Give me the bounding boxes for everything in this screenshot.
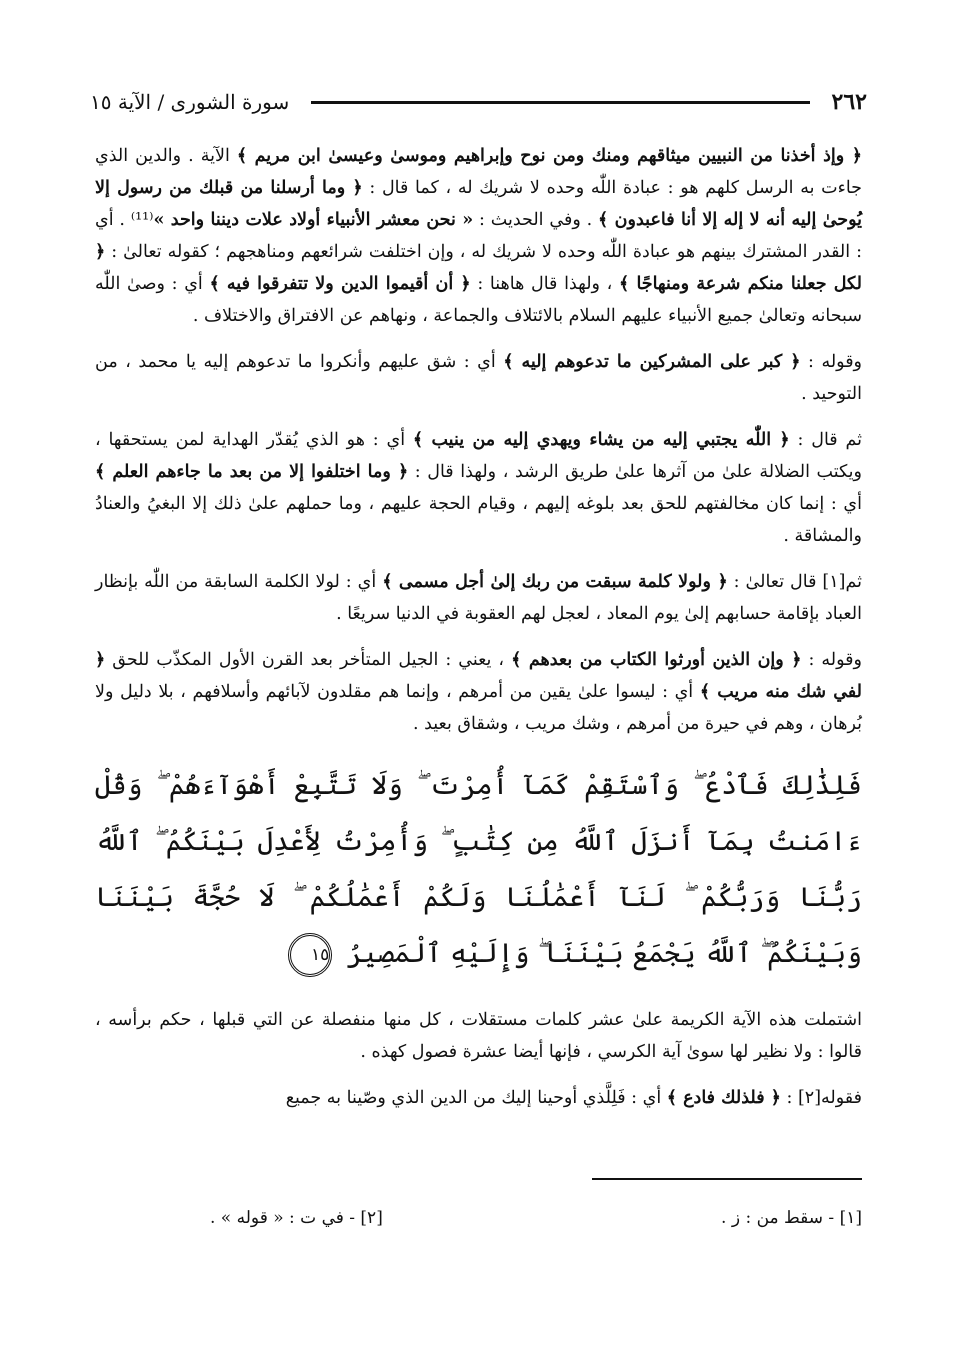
text-run: ، ولهذا قال هاهنا : [470,274,619,294]
paragraph [95,346,862,410]
paragraph [95,1082,862,1114]
footnotes [210,1208,862,1228]
commentary-after-verse [95,1004,862,1114]
text-run: . وفي الحديث : [473,210,599,230]
text-run: الآية . والدين الذي جاءت به الرسل كلهم هو : عبادة اللّٰه وحده لا شريك له ، كما قال : [95,146,863,198]
footnote-2: [٢] - في ت : « قوله » . [210,1208,383,1228]
text-run: أي : وصىٰ اللّٰه سبحانه وتعالىٰ جميع الأنبياء عليهم السلام بالائتلاف والجماعة ، ونهاهم عن الافتراق والاختلاف . [95,274,862,326]
footnote-rule [592,1178,862,1180]
page-body [95,140,862,1128]
paragraph [95,644,862,740]
footnote-1: [١] - سقط من : ز . [721,1208,862,1228]
quran-quote: ﴿ كبر على المشركين ما تدعوهم إليه ﴾ [503,352,801,372]
paragraph [95,566,862,630]
quran-quote: ﴿ وإذ أخذنا من النبيين ميثاقهم ومنك ومن نوح وإبراهيم وموسىٰ وعيسىٰ ابن مريم ﴾ [236,146,862,166]
text-run: أي : فَلِلَّذي أوحينا إليك من الدين الذي وصّينا به جميع [285,1088,667,1108]
paragraph [95,424,862,552]
quran-quote: ﴿ أن أقيموا الدين ولا تتفرقوا فيه ﴾ [209,274,471,294]
text-run: فقوله[٢] : [780,1088,862,1108]
quran-quote: ﴿ وما أرسلنا من قبلك من رسول إلا يُوحىٰ إليه أنه لا إله إلا أنا فاعبدون ﴾ [95,178,863,230]
quran-verse [95,758,862,982]
quran-quote: ﴿ فلذلك فادع ﴾ [666,1088,781,1108]
quran-quote: ﴿ لفي شك منه مريب ﴾ [95,650,862,702]
text-run: ثم[١] قال تعالىٰ : [727,572,863,592]
ayah-number-marker: ١٥ [288,933,332,977]
quran-quote: ﴿ وما اختلفوا إلا من بعد ما جاءهم العلم ﴾ [95,462,409,482]
text-run: أي : هو الذي يُقدّر الهداية لمن يستحقها ، ويكتب الضلالة علىٰ من آثرها علىٰ طريق الرشد ، ولهذا قال : [95,430,862,482]
commentary-before-verse [95,140,862,740]
quran-quote: ﴿ اللّٰه يجتبي إليه من يشاء ويهدي إليه من ينيب ﴾ [412,430,790,450]
quran-quote: « نحن معشر الأنبياء أولاد علات ديننا واحد » [153,210,474,230]
quran-quote: ﴿ ولولا كلمة سبقت من ربك إلىٰ أجل مسمى ﴾ [382,572,728,592]
page-header [90,82,867,122]
surah-title: سورة الشورى / الآية ١٥ [90,90,290,114]
text-run: أي : ليسوا علىٰ يقين من أمرهم ، وإنما هم مقلدون لآبائهم وأسلافهم ، بلا دليل ولا بُرهان ، وهم في حيرة من أمرهم ، وشك مريب ، وشقاق بعيد . [95,682,862,734]
page-number: ٢٦٢ [831,89,867,115]
text-run: أي : شق عليهم وأنكروا ما تدعوهم إليه يا محمد ، من التوحيد . [95,352,862,404]
header-rule [311,101,809,104]
text-run: أي : لولا الكلمة السابقة من اللّٰه بإنظار العباد بإقامة حسابهم إلىٰ يوم المعاد ، لعجل لهم العقوبة في الدنيا سريعًا . [95,572,862,624]
text-run: ⁽¹¹⁾ . أي : القدر المشترك بينهم هو عبادة اللّٰه وحده لا شريك له ، وإن اختلفت شرائعهم ومناهجهم ؛ كقوله تعالىٰ : [95,210,862,262]
text-run: اشتملت هذه الآية الكريمة علىٰ عشر كلمات مستقلات ، كل منها منفصلة عن التي قبلها ، حكم برأسه ، قالوا : ولا نظير لها سوىٰ آية الكرسي ، فإنها أيضا عشرة فصول كهذه . [95,1010,862,1062]
paragraph [95,1004,862,1068]
quran-quote: ﴿ لكل جعلنا منكم شرعة ومنهاجًا ﴾ [95,242,862,294]
verse-text: فَلِذَٰلِكَ فَٱدْعُ ۖ وَٱسْتَقِمْ كَمَآ أُمِرْتَ ۖ وَلَا تَتَّبِعْ أَهْوَآءَهُمْ ۖ وَقُلْ ءَامَنتُ بِمَآ أَنزَلَ ٱللَّهُ مِن كِتَٰبٍ ۖ وَأُمِرْتُ لِأَعْدِلَ بَيْنَكُمُ ۖ ٱللَّهُ رَبُّنَا وَرَبُّكُمْ ۖ لَنَآ أَعْمَٰلُنَا وَلَكُمْ أَعْمَٰلُكُمْ ۖ لَا حُجَّةَ بَيْنَنَا وَبَيْنَكُمُ ۖ ٱللَّهُ يَجْمَعُ بَيْنَنَا ۖ وَإِلَيْهِ ٱلْمَصِيرُ [95,770,862,969]
quran-quote: ﴿ وإن الذين أورثوا الكتاب من بعدهم ﴾ [511,650,802,670]
text-run: أي : إنما كان مخالفتهم للحق بعد بلوغه إليهم ، وقيام الحجة عليهم ، وما حملهم علىٰ ذلك إلا البغيُ والعنادُ والمشاقة . [95,494,862,546]
text-run: ، يعني : الجيل المتأخر بعد القرن الأول المكذّب للحق [105,650,512,670]
text-run: وقوله : [801,650,862,670]
text-run: ثم قال : [789,430,862,450]
text-run: وقوله : [800,352,863,372]
paragraph [95,140,862,332]
